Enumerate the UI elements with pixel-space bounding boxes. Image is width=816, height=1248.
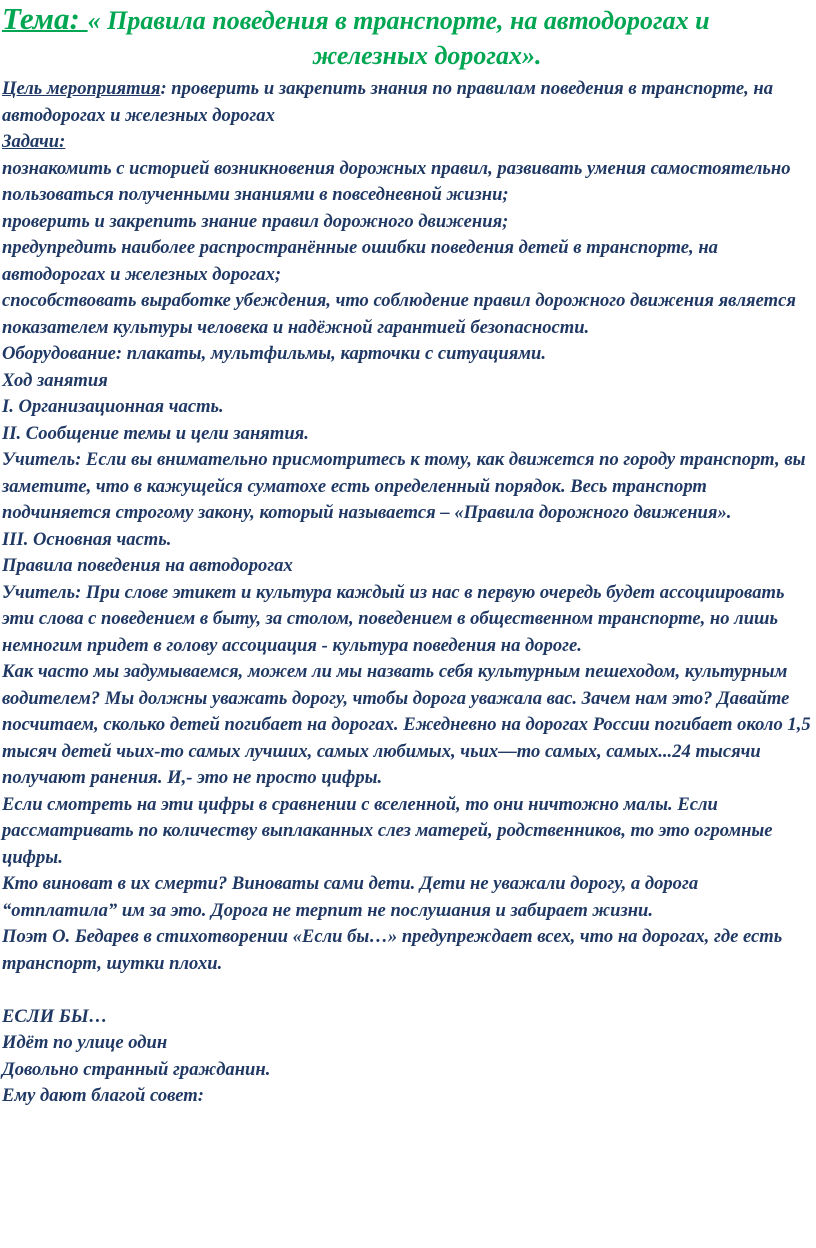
goal-label: Цель мероприятия xyxy=(2,78,161,99)
equipment-paragraph: Оборудование: плакаты, мультфильмы, карточки с ситуациями. xyxy=(2,343,547,364)
paragraph-1: Как часто мы задумываемся, можем ли мы назвать себя культурным пешеходом, культурным водителем? Мы должны уважать дорогу, чтобы дорога уважала вас. Зачем нам это? Давайте посчитаем, сколько детей погибает на дорогах. Ежедневно на дорогах России погибает около 1,5 тысяч детей чьих-то самых лучших, самых любимых, чьих—то самых, самых...24 тысячи получают ранения. И,- это не просто цифры. xyxy=(2,661,811,788)
part-1-heading: I. Организационная часть. xyxy=(2,396,224,417)
goal-paragraph xyxy=(2,76,812,129)
course-heading: Ход занятия xyxy=(2,369,108,391)
task-item-3: предупредить наиболее распространённые ошибки поведения детей в транспорте, на автодорогах и железных дорогах; xyxy=(2,237,718,285)
blank-line xyxy=(2,977,812,1004)
task-item-4: способствовать выработке убеждения, что соблюдение правил дорожного движения является показателем культуры человека и надёжной гарантией безопасности. xyxy=(2,290,796,338)
poem-line-2: Довольно странный гражданин. xyxy=(2,1058,271,1080)
part-2-heading: II. Сообщение темы и цели занятия. xyxy=(2,422,309,444)
title-text-line-1: « Правила поведения в транспорте, на автодорогах и xyxy=(87,6,710,35)
paragraph-3: Кто виноват в их смерти? Виноваты сами дети. Дети не уважали дорогу, а дорога “отплатила” им за это. Дорога не терпит не послушания и забирает жизни. xyxy=(2,873,699,921)
document-title xyxy=(2,1,812,76)
task-item-2: проверить и закрепить знание правил дорожного движения; xyxy=(2,210,509,232)
teacher-paragraph-1: Учитель: Если вы внимательно присмотритесь к тому, как движется по городу транспорт, вы заметите, что в кажущейся суматохе есть определенный порядок. Весь транспорт подчиняется строгому закону, который называется – «Правила дорожного движения». xyxy=(2,449,806,523)
goal-text: : проверить и закрепить знания по правилам поведения в транспорте, на автодорогах и железных дорогах xyxy=(2,78,774,126)
paragraph-2: Если смотреть на эти цифры в сравнении с вселенной, то они ничтожно малы. Если рассматривать по количеству выплаканных слез матерей, родственников, то это огромные цифры. xyxy=(2,793,773,868)
task-item-1: познакомить с историей возникновения дорожных правил, развивать умения самостоятельно пользоваться полученными знаниями в повседневной жизни; xyxy=(2,157,791,205)
title-line-1 xyxy=(2,1,812,36)
title-line-2: железных дорогах». xyxy=(312,41,542,70)
tasks-label: Задачи: xyxy=(2,131,66,152)
paragraph-4: Поэт О. Бедарев в стихотворении «Если бы…» предупреждает всех, что на дорогах, где есть транспорт, шутки плохи. xyxy=(2,926,783,974)
poem-line-1: Идёт по улице один xyxy=(2,1032,168,1053)
title-label: Тема: xyxy=(2,1,88,36)
part-3-heading: III. Основная часть. xyxy=(2,528,172,550)
document-body xyxy=(2,76,812,1110)
poem-title: ЕСЛИ БЫ… xyxy=(2,1005,108,1027)
teacher-paragraph-2: Учитель: При слове этикет и культура каждый из нас в первую очередь будет ассоциировать эти слова с поведением в быту, за столом, поведением в общественном транспорте, но лишь немногим придет в голову ассоциация - культура поведения на дороге. xyxy=(2,581,785,656)
section-heading: Правила поведения на автодорогах xyxy=(2,555,293,576)
poem-line-3: Ему дают благой совет: xyxy=(2,1085,204,1106)
